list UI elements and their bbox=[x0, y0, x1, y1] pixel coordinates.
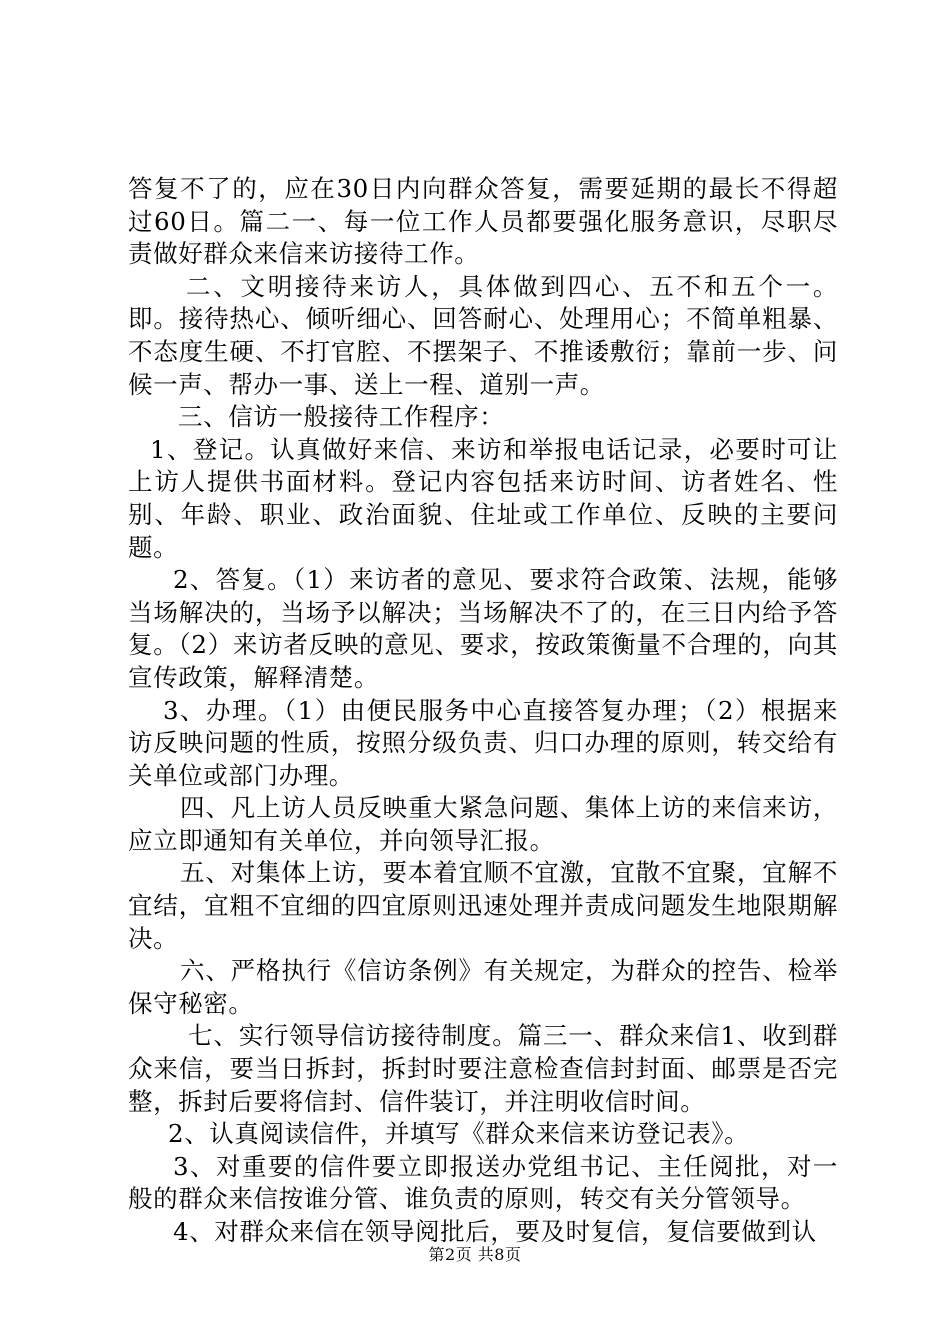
paragraph-10: 七、实行领导信访接待制度。篇三一、群众来信1、收到群众来信，要当日拆封，拆封时要注意检查信封封面、邮票是否完整，拆封后要将信封、信件装订，并注明收信时间。 bbox=[128, 1021, 838, 1116]
page-footer: 第2页 共8页 bbox=[428, 1245, 522, 1264]
paragraph-8: 五、对集体上访，要本着宜顺不宜激，宜散不宜聚，宜解不宜结，宜粗不宜细的四宜原则迅速处理并责成问题发生地限期解决。 bbox=[128, 858, 838, 953]
paragraph-7: 四、凡上访人员反映重大紧急问题、集体上访的来信来访，应立即通知有关单位，并向领导汇报。 bbox=[128, 793, 838, 855]
paragraph-12: 3、对重要的信件要立即报送办党组书记、主任阅批，对一般的群众来信按谁分管、谁负责的原则，转交有关分管领导。 bbox=[128, 1151, 838, 1214]
paragraph-3: 三、信访一般接待工作程序： bbox=[178, 402, 505, 432]
paragraph-5: 2、答复。（1）来访者的意见、要求符合政策、法规，能够当场解决的，当场予以解决；当场解决不了的，在三日内给予答复。（2）来访者反映的意见、要求，按政策衡量不合理的，向其宣传政策，解释清楚。 bbox=[128, 565, 838, 692]
document-body bbox=[128, 173, 838, 1249]
paragraph-9: 六、严格执行《信访条例》有关规定，为群众的控告、检举保守秘密。 bbox=[128, 956, 838, 1018]
paragraph-6: 3、办理。（1）由便民服务中心直接答复办理；（2）根据来访反映问题的性质，按照分级负责、归口办理的原则，转交给有关单位或部门办理。 bbox=[128, 695, 838, 790]
paragraph-2: 二、文明接待来访人，具体做到四心、五不和五个一。即。接待热心、倾听细心、回答耐心、处理用心；不简单粗暴、不态度生硬、不打官腔、不摆架子、不推诿敷衍；靠前一步、问候一声、帮办一事、送上一程、道别一声。 bbox=[128, 271, 838, 399]
paragraph-11: 2、认真阅读信件，并填写《群众来信来访登记表》。 bbox=[168, 1119, 750, 1149]
paragraph-4: 1、登记。认真做好来信、来访和举报电话记录，必要时可让上访人提供书面材料。登记内容包括来访时间、访者姓名、性别、年龄、职业、政治面貌、住址或工作单位、反映的主要问题。 bbox=[128, 434, 838, 562]
paragraph-1: 答复不了的，应在30日内向群众答复，需要延期的最长不得超过60日。篇二一、每一位工作人员都要强化服务意识，尽职尽责做好群众来信来访接待工作。 bbox=[128, 174, 838, 269]
paragraph-13: 4、对群众来信在领导阅批后，要及时复信，复信要做到认 bbox=[173, 1217, 817, 1246]
